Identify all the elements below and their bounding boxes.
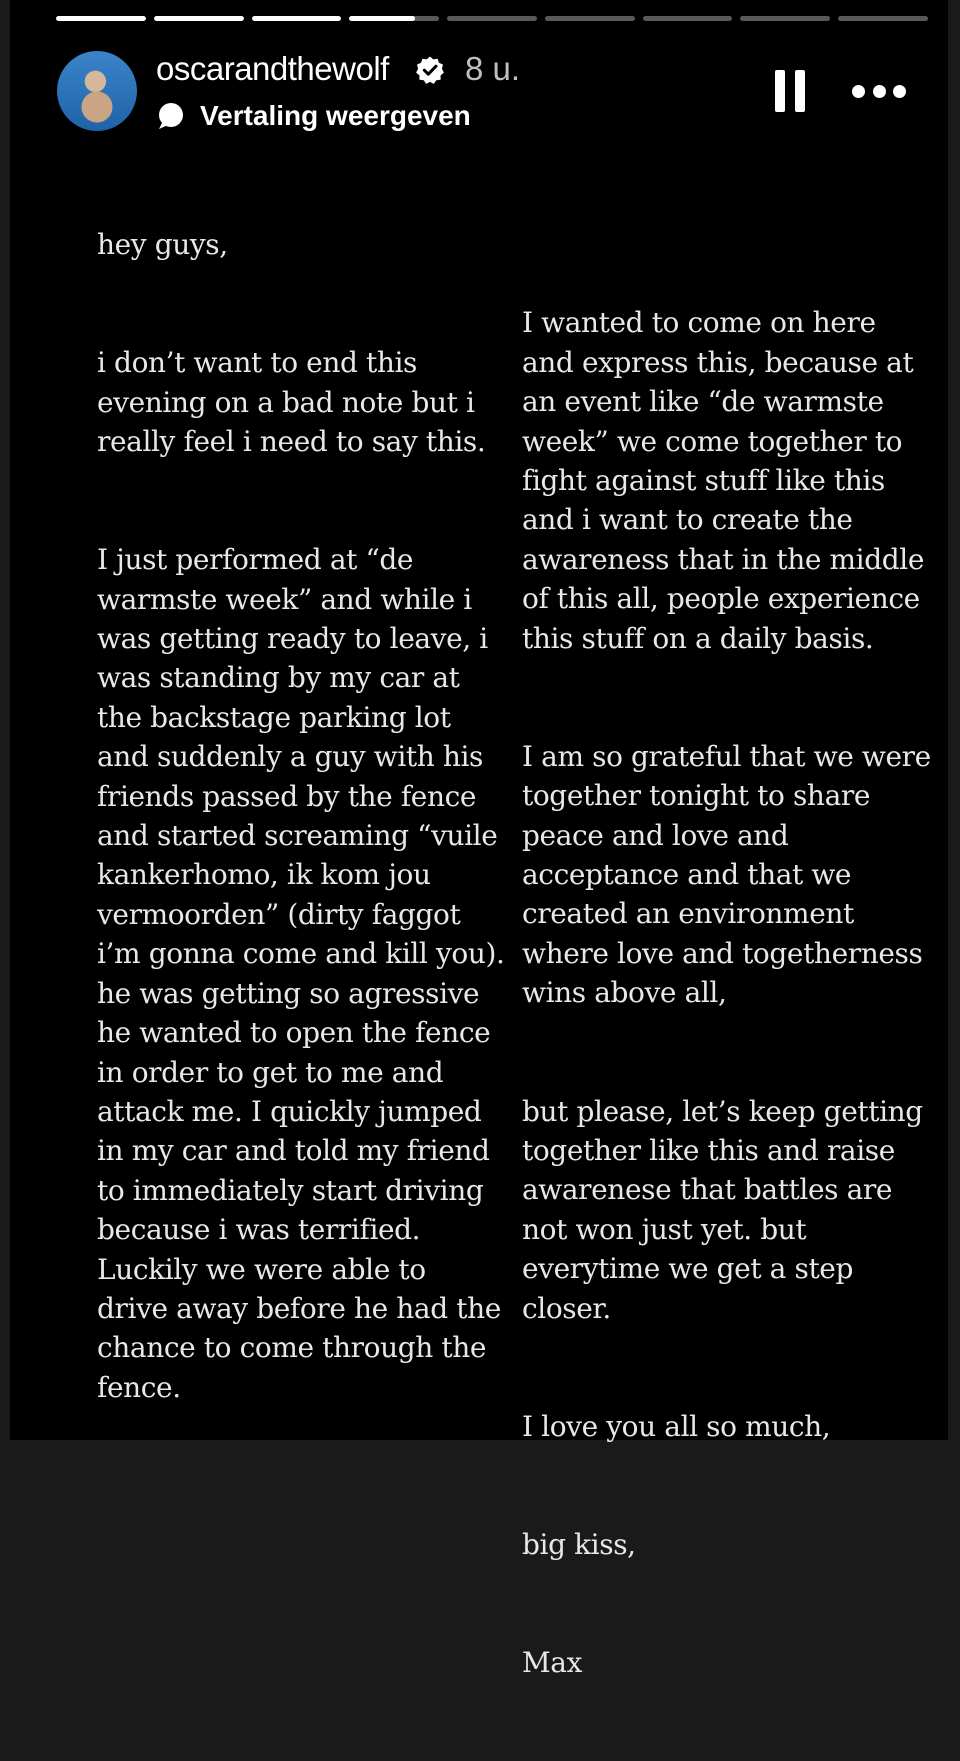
story-frame[interactable]: [10, 0, 948, 1680]
message-paragraph: I wanted to come on here and express this, because at an event like “de warmste week” we come together to fight against stuff like this and i want to create the awareness that in the middle of this all, people experience this stuff on a daily basis.: [522, 306, 925, 655]
progress-segment: [56, 16, 146, 21]
message-paragraph: I am so grateful that we were together tonight to share peace and love and acceptance and that we created an environment where love and togetherness wins above all,: [522, 739, 931, 1010]
story-progress-bar: [56, 16, 928, 21]
translate-icon: [156, 101, 186, 131]
post-time: 8 u.: [465, 50, 521, 87]
progress-segment-fill: [349, 16, 415, 21]
progress-segment: [643, 16, 733, 21]
progress-segment: [252, 16, 342, 21]
progress-segment-fill: [252, 16, 342, 21]
progress-segment: [545, 16, 635, 21]
verified-badge-icon: [415, 55, 445, 85]
pause-icon[interactable]: [775, 70, 805, 112]
message-paragraph: big kiss,: [522, 1527, 636, 1561]
message-paragraph: I just performed at “de warmste week” and while i was getting ready to leave, i was standing by my car at the backstage parking lot and suddenly a guy with his friends passed by the fence and started screaming “vuile kankerhomo, ik kom jou vermoorden” (dirty faggot i’m gonna come and kill you). he was getting so agressive he wanted to open the fence in order to get to me and attack me. I quickly jumped in my car and told my friend to immediately start driving because i was terrified. Luckily we were able to drive away before he had the chance to come through the fence.: [97, 543, 505, 1404]
message-paragraph: but please, let’s keep getting together like this and raise awarenese that battles are not won just yet. but everytime we get a step closer.: [522, 1094, 923, 1325]
more-options-icon[interactable]: [852, 80, 906, 102]
progress-segment-fill: [154, 16, 244, 21]
message-signature: Max: [522, 1646, 582, 1680]
progress-segment: [349, 16, 439, 21]
message-right-column: [522, 264, 942, 1761]
message-left-column: [97, 186, 517, 1486]
progress-segment: [447, 16, 537, 21]
profile-avatar[interactable]: [57, 51, 137, 131]
progress-segment-fill: [56, 16, 146, 21]
username-link[interactable]: oscarandthewolf: [156, 50, 389, 87]
progress-segment: [838, 16, 928, 21]
message-paragraph: I love you all so much,: [522, 1409, 831, 1443]
progress-segment: [154, 16, 244, 21]
translate-button[interactable]: [156, 96, 471, 136]
progress-segment: [740, 16, 830, 21]
message-paragraph: hey guys,: [97, 228, 228, 262]
message-paragraph: i don’t want to end this evening on a bad note but i really feel i need to say this.: [97, 346, 486, 459]
translate-label: Vertaling weergeven: [200, 100, 471, 131]
